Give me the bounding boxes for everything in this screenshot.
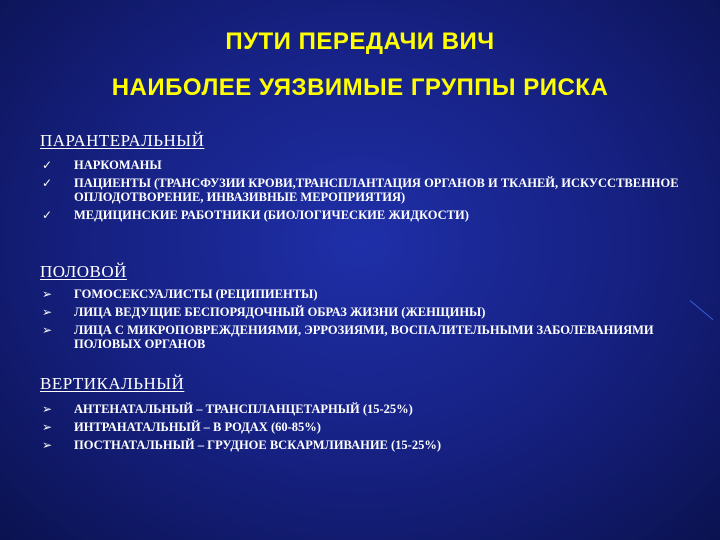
slide-title-line-2: НАИБОЛЕЕ УЯЗВИМЫЕ ГРУППЫ РИСКА: [111, 74, 609, 101]
check-icon: ✓: [41, 176, 53, 190]
arrowhead-icon: ➢: [41, 305, 53, 319]
decorative-line: [690, 300, 714, 320]
list-item: [40, 176, 680, 204]
arrowhead-icon: ➢: [41, 402, 53, 416]
list-item: [40, 420, 680, 434]
parenteral-list: [40, 158, 680, 226]
list-item-text: НАРКОМАНЫ: [74, 158, 162, 172]
list-item: [40, 323, 680, 351]
list-item-text: ЛИЦА ВЕДУЩИЕ БЕСПОРЯДОЧНЫЙ ОБРАЗ ЖИЗНИ (ЖЕНЩИНЫ): [74, 305, 486, 319]
list-item: [40, 158, 680, 172]
section-heading-parenteral: ПАРАНТЕРАЛЬНЫЙ: [40, 131, 205, 150]
list-item-text: АНТЕНАТАЛЬНЫЙ – ТРАНСПЛАНЦЕТАРНЫЙ (15-25%): [74, 402, 413, 416]
list-item-text: ПОСТНАТАЛЬНЫЙ – ГРУДНОЕ ВСКАРМЛИВАНИЕ (15-25%): [74, 438, 442, 452]
list-item-text: ГОМОСЕКСУАЛИСТЫ (РЕЦИПИЕНТЫ): [74, 287, 318, 301]
arrowhead-icon: ➢: [41, 287, 53, 301]
list-item-text: ЛИЦА С МИКРОПОВРЕЖДЕНИЯМИ, ЭРРОЗИЯМИ, ВОСПАЛИТЕЛЬНЫМИ ЗАБОЛЕВАНИЯМИ ПОЛОВЫХ ОРГАНОВ: [74, 323, 654, 351]
list-item: [40, 305, 680, 319]
list-item: [40, 438, 680, 452]
list-item: [40, 208, 680, 222]
section-heading-sexual: ПОЛОВОЙ: [40, 262, 127, 281]
check-icon: ✓: [41, 208, 53, 222]
vertical-list: [40, 402, 680, 456]
check-icon: ✓: [41, 158, 53, 172]
slide-title-line-1: ПУТИ ПЕРЕДАЧИ ВИЧ: [225, 28, 495, 55]
list-item: [40, 287, 680, 301]
list-item-text: МЕДИЦИНСКИЕ РАБОТНИКИ (БИОЛОГИЧЕСКИЕ ЖИДКОСТИ): [74, 208, 469, 222]
list-item-text: ПАЦИЕНТЫ (ТРАНСФУЗИИ КРОВИ,ТРАНСПЛАНТАЦИЯ ОРГАНОВ И ТКАНЕЙ, ИСКУССТВЕННОЕ ОПЛОДОТВОРЕНИЕ, ИНВАЗИВНЫЕ МЕРОПРИЯТИЯ): [74, 176, 679, 204]
section-heading-vertical: ВЕРТИКАЛЬНЫЙ: [40, 374, 185, 393]
arrowhead-icon: ➢: [41, 438, 53, 452]
list-item-text: ИНТРАНАТАЛЬНЫЙ – В РОДАХ (60-85%): [74, 420, 321, 434]
arrowhead-icon: ➢: [41, 420, 53, 434]
sexual-list: [40, 287, 680, 355]
arrowhead-icon: ➢: [41, 323, 53, 337]
list-item: [40, 402, 680, 416]
